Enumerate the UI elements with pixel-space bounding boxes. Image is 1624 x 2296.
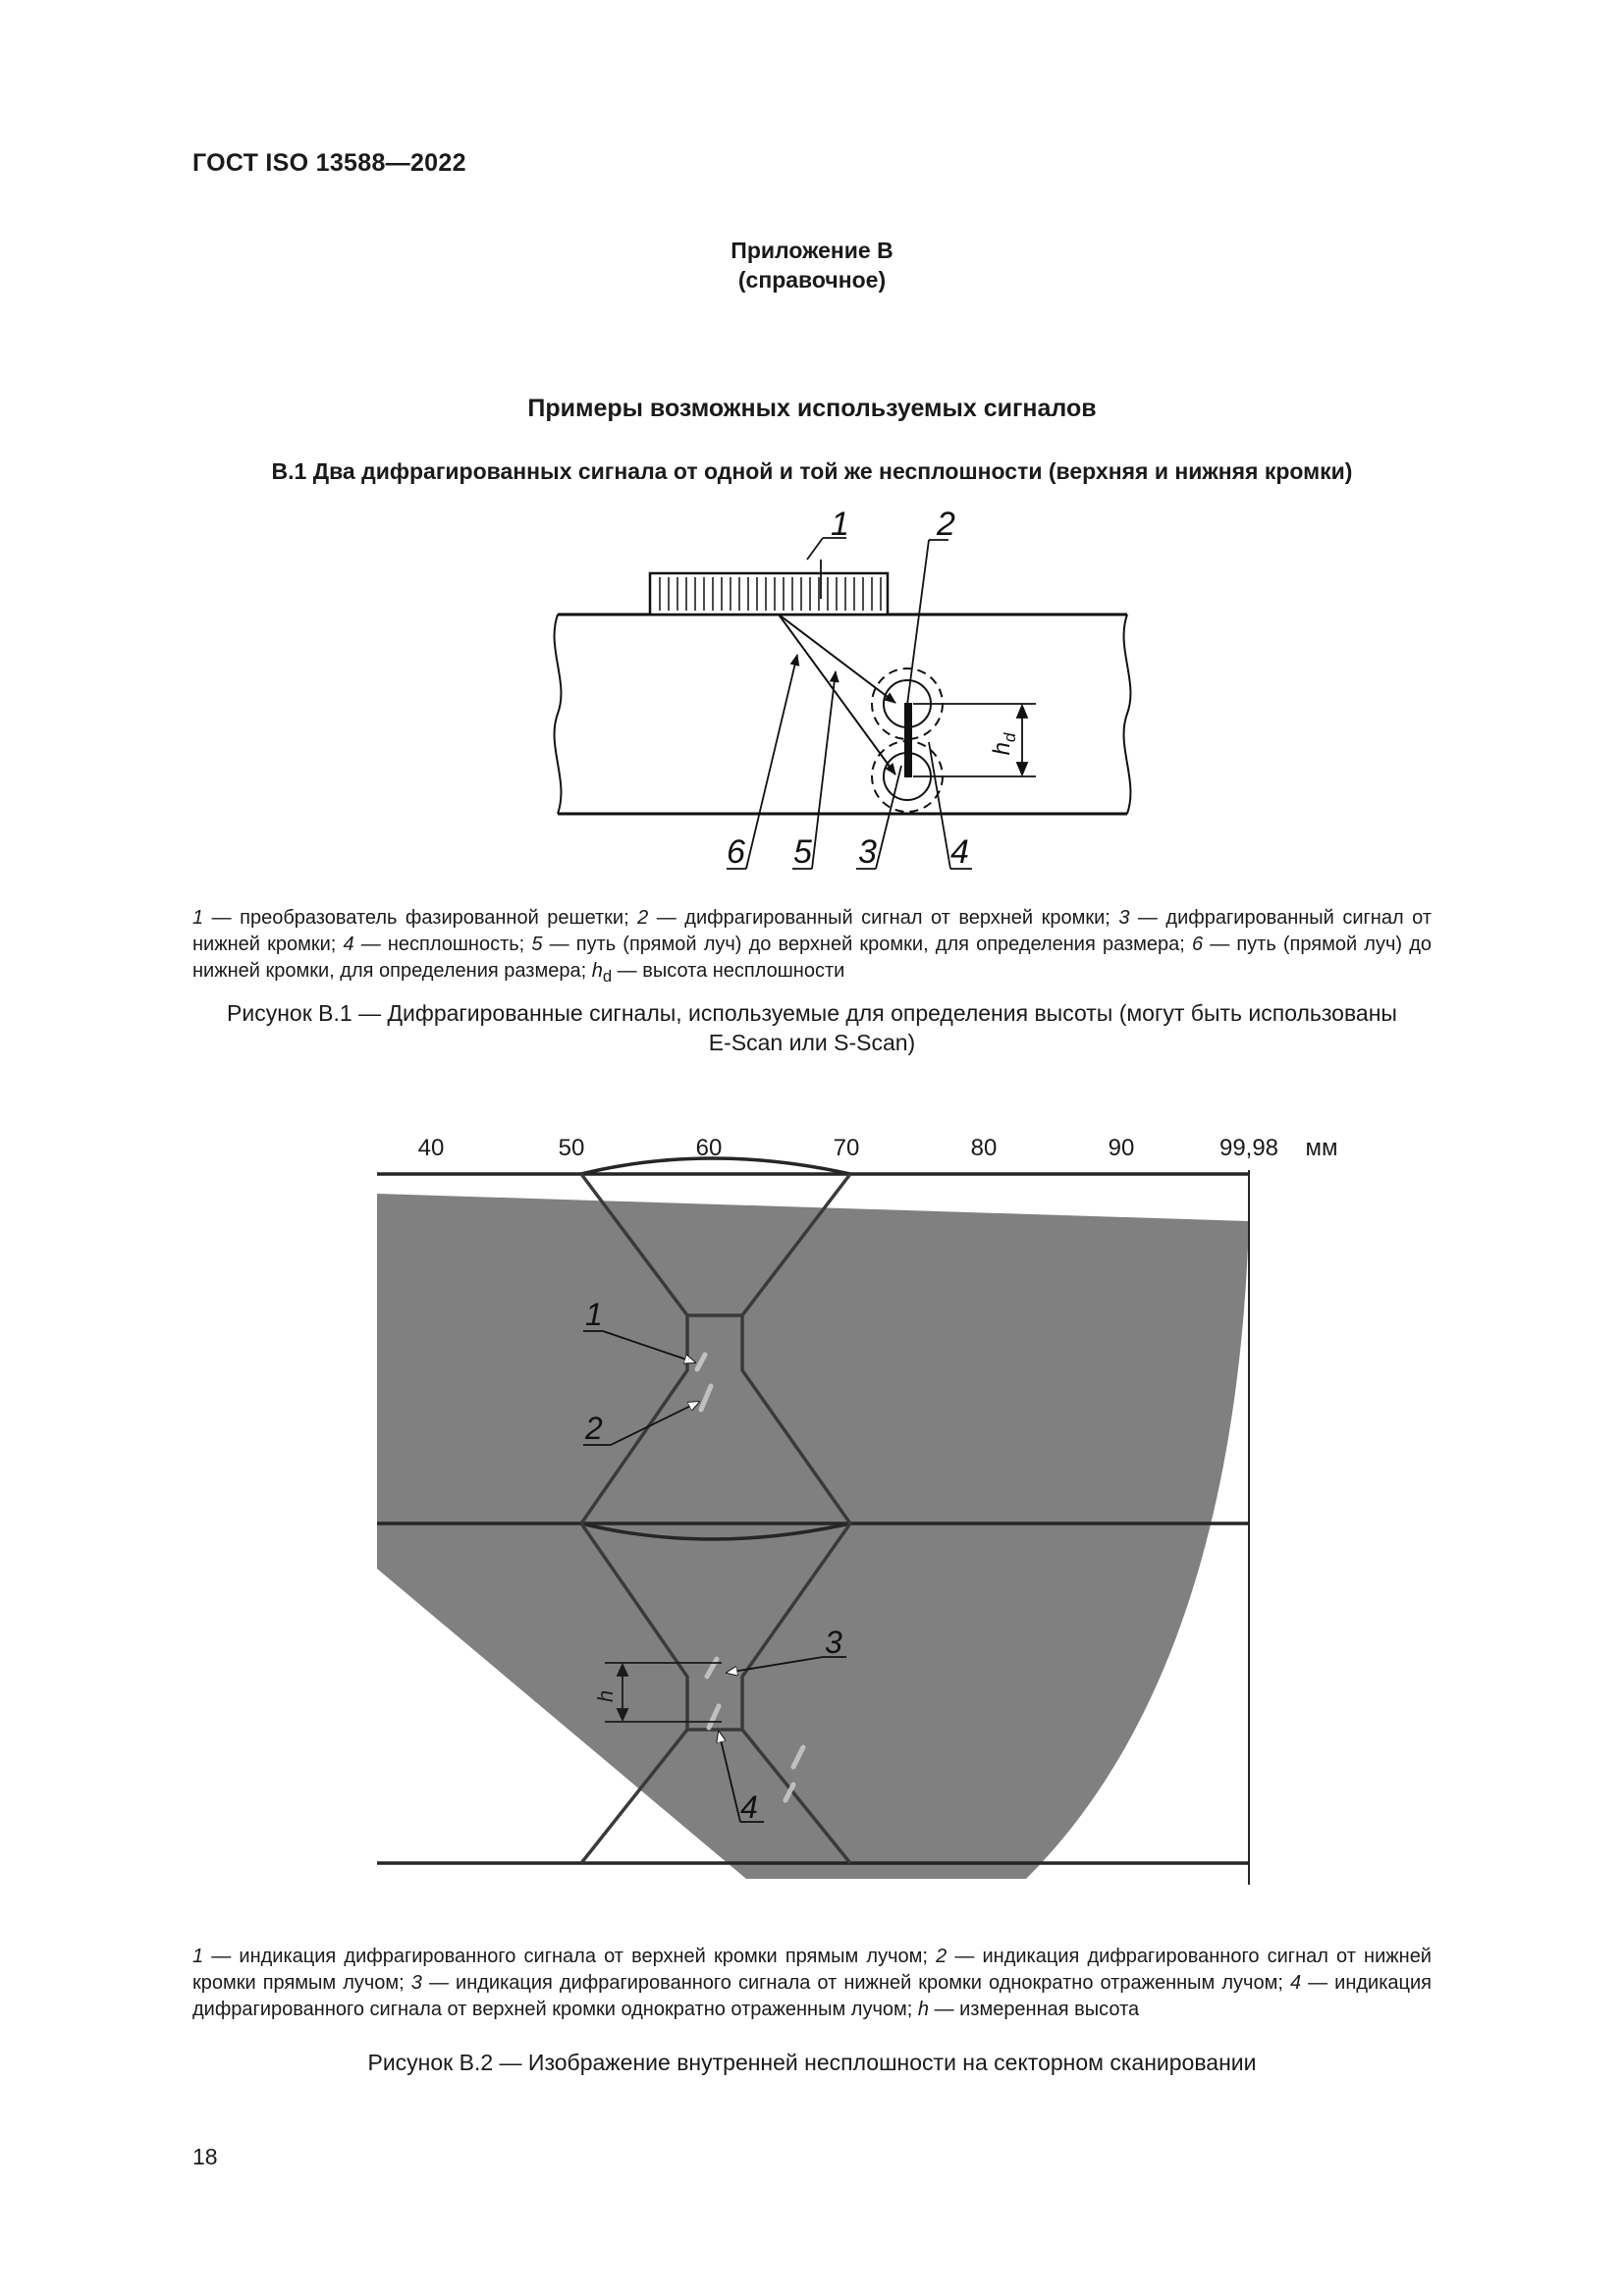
- sector-area: [377, 1194, 1249, 1879]
- hd-label: $h_d$: [989, 732, 1019, 756]
- fig1-callout-5: 5: [793, 833, 812, 871]
- x-axis: [418, 1135, 1338, 1161]
- fig1-callout-1: 1: [831, 506, 849, 543]
- tick-90: 90: [1108, 1135, 1135, 1161]
- tick-70: 70: [833, 1135, 860, 1161]
- figure1-caption: Рисунок В.1 — Дифрагированные сигналы, используемые для определения высоты (могут быть использованы E-Scan или S-Scan): [227, 1000, 1397, 1055]
- fig1-callout-3: 3: [858, 833, 877, 871]
- tick-40: 40: [417, 1135, 445, 1161]
- tick-60: 60: [695, 1135, 723, 1161]
- figure2-caption: Рисунок В.2 — Изображение внутренней несплошности на секторном сканировании: [367, 2050, 1257, 2075]
- tick-50: 50: [558, 1135, 585, 1161]
- figure1-legend: 1 — преобразователь фазированной решетки; 2 — дифрагированный сигнал от верхней кромки; 3 — дифрагированный сигнал от нижней кромки; 4 — несплошность; 5 — путь (прямой луч) до верхней кромки, для определения размера; 6 — путь (прямой луч) до нижней кромки, для определения размера; $h_d$ — высота несплошности: [192, 907, 1432, 986]
- fig1-callout-6: 6: [727, 833, 745, 871]
- fig1-callout-2: 2: [937, 506, 955, 543]
- fig2-callout-3: 3: [825, 1625, 842, 1660]
- axis-unit: мм: [1305, 1135, 1338, 1161]
- page-number: 18: [192, 2144, 218, 2169]
- tick-99-98: 99,98: [1218, 1135, 1279, 1161]
- fig2-callout-2: 2: [585, 1411, 603, 1446]
- fig1-callout-4: 4: [950, 833, 969, 871]
- h-label: h: [593, 1689, 618, 1703]
- tick-80: 80: [970, 1135, 998, 1161]
- annex-label: Приложение В: [731, 238, 893, 263]
- fig2-callout-4: 4: [740, 1789, 758, 1825]
- subsection-title: В.1 Два дифрагированных сигнала от одной и той же несплошности (верхняя и нижняя кромки): [271, 458, 1353, 484]
- document-header: ГОСТ ISO 13588—2022: [192, 149, 466, 177]
- annex-type: (справочное): [737, 267, 887, 293]
- fig2-callout-1: 1: [585, 1297, 603, 1332]
- section-title: Примеры возможных используемых сигналов: [527, 395, 1097, 422]
- figure2-legend: 1 — индикация дифрагированного сигнала от верхней кромки прямым лучом; 2 — индикация дифрагированного сигнал от нижней кромки прямым лучом; 3 — индикация дифрагированного сигнала от нижней кромки однократно отраженным лучом; 4 — индикация дифрагированного сигнала от верхней кромки однократно отраженным лучом; h — измеренная высота: [192, 1946, 1432, 2020]
